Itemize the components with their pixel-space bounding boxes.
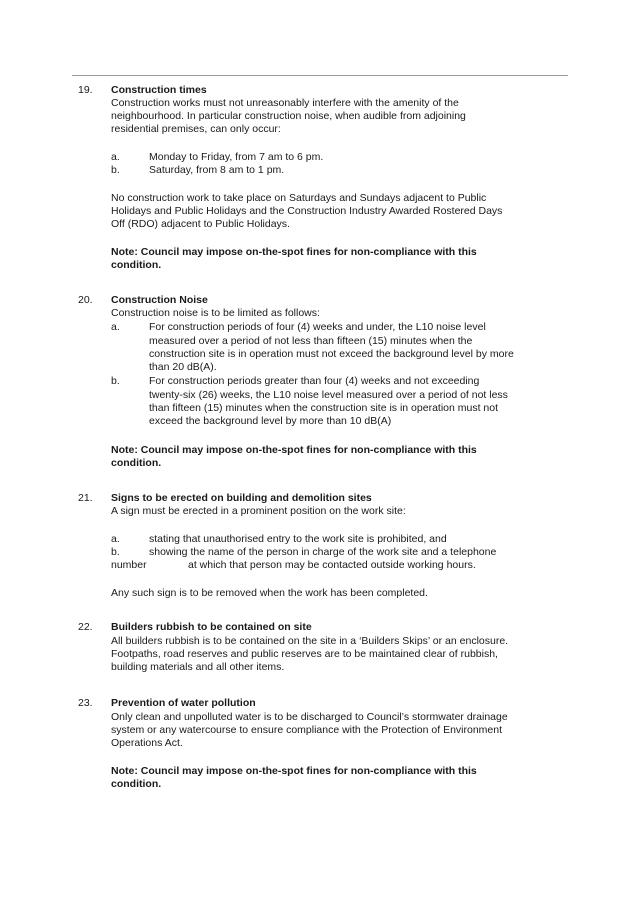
list-item-label: b. <box>111 164 120 176</box>
list-item-text: than fifteen (15) minutes when the construction site is in operation must not <box>149 402 499 414</box>
section-number: 20. <box>78 294 93 306</box>
paragraph-line: No construction work to take place on Saturdays and Sundays adjacent to Public <box>111 192 487 204</box>
list-item-text: showing the name of the person in charge of the work site and a telephone <box>149 546 497 558</box>
paragraph-line: Holidays and Public Holidays and the Construction Industry Awarded Rostered Days <box>111 205 503 217</box>
section-text-line: All builders rubbish is to be contained on the site in a ‘Builders Skips’ or an enclosure. <box>111 635 509 647</box>
section-heading: Builders rubbish to be contained on site <box>111 621 312 633</box>
section-heading: Prevention of water pollution <box>111 697 256 709</box>
list-item-label: a. <box>111 533 120 545</box>
section-text-line: building materials and all other items. <box>111 661 285 673</box>
list-item-text: exceed the background level by more than 10 dB(A) <box>149 415 392 427</box>
list-item-text: than 20 dB(A). <box>149 361 217 373</box>
section-text-line: Footpaths, road reserves and public reserves are to be maintained clear of rubbish, <box>111 648 498 660</box>
list-item-text: stating that unauthorised entry to the work site is prohibited, and <box>149 533 447 545</box>
list-item-text: For construction periods of four (4) weeks and under, the L10 noise level <box>149 321 486 333</box>
section-heading: Construction times <box>111 84 207 96</box>
list-item-text: twenty-six (26) weeks, the L10 noise level measured over a period of not less <box>149 389 508 401</box>
list-item-label: a. <box>111 321 120 333</box>
top-divider-rule <box>72 75 568 76</box>
paragraph-line: Off (RDO) adjacent to Public Holidays. <box>111 218 290 230</box>
section-text-line: Construction works must not unreasonably interfere with the amenity of the <box>111 97 459 109</box>
section-text-line: neighbourhood. In particular construction noise, when audible from adjoining <box>111 110 466 122</box>
section-text-line: residential premises, can only occur: <box>111 123 281 135</box>
list-item-text: Monday to Friday, from 7 am to 6 pm. <box>149 151 324 163</box>
section-text-line: system or any watercourse to ensure compliance with the Protection of Environment <box>111 724 503 736</box>
section-text-line: Only clean and unpolluted water is to be discharged to Council’s stormwater drainage <box>111 711 508 723</box>
note-line: condition. <box>111 778 162 790</box>
paragraph-line: Any such sign is to be removed when the work has been completed. <box>111 587 428 599</box>
note-line: Note: Council may impose on-the-spot fines for non-compliance with this <box>111 246 477 258</box>
note-line: Note: Council may impose on-the-spot fines for non-compliance with this <box>111 765 477 777</box>
list-item-label: b. <box>111 546 120 558</box>
section-number: 21. <box>78 492 93 504</box>
section-text-line: Construction noise is to be limited as follows: <box>111 307 320 319</box>
section-text-line: A sign must be erected in a prominent position on the work site: <box>111 505 406 517</box>
list-item-text: Saturday, from 8 am to 1 pm. <box>149 164 285 176</box>
section-number: 23. <box>78 697 93 709</box>
section-number: 22. <box>78 621 93 633</box>
section-heading: Signs to be erected on building and demolition sites <box>111 492 372 504</box>
note-line: condition. <box>111 259 162 271</box>
note-line: Note: Council may impose on-the-spot fines for non-compliance with this <box>111 444 477 456</box>
section-text-line: Operations Act. <box>111 737 183 749</box>
list-item-wrap-left: number <box>111 559 147 571</box>
note-line: condition. <box>111 457 162 469</box>
list-item-text: measured over a period of not less than fifteen (15) minutes when the <box>149 335 473 347</box>
section-heading: Construction Noise <box>111 294 208 306</box>
list-item-text: construction site is in operation must not exceed the background level by more <box>149 348 514 360</box>
list-item-wrap-right: at which that person may be contacted outside working hours. <box>188 559 476 571</box>
list-item-label: b. <box>111 375 120 387</box>
list-item-text: For construction periods greater than four (4) weeks and not exceeding <box>149 375 480 387</box>
section-number: 19. <box>78 84 93 96</box>
list-item-label: a. <box>111 151 120 163</box>
